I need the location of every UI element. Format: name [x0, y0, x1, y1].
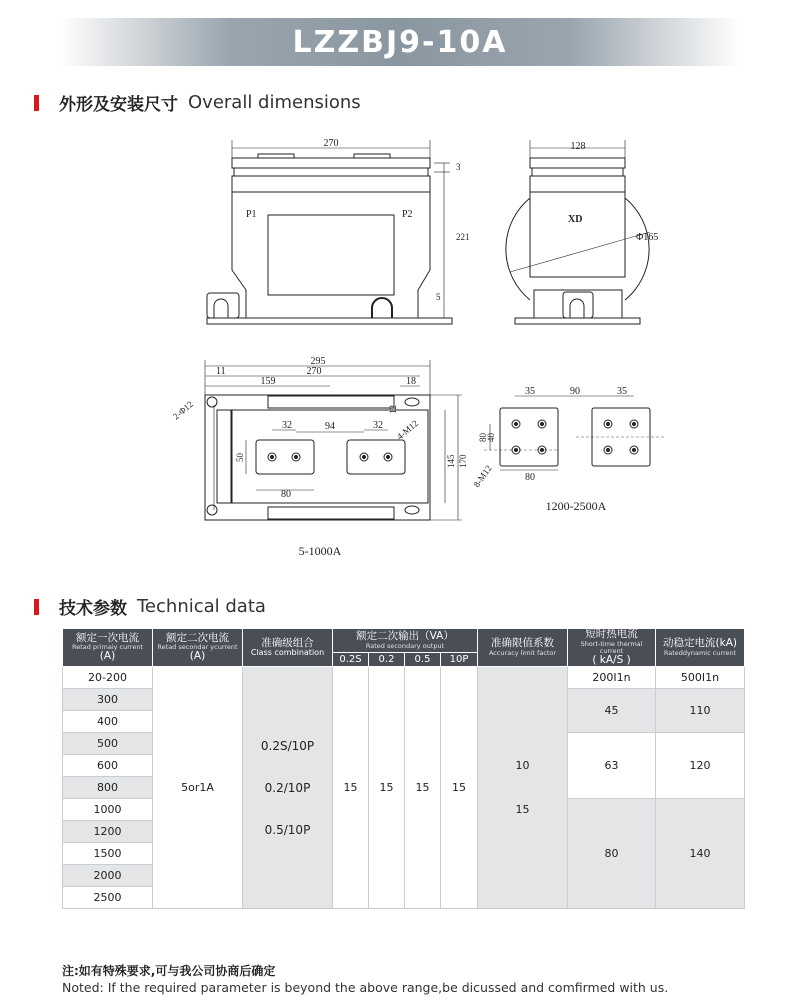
header-output-0-5: 0.5: [405, 652, 441, 666]
side-mark: XD: [568, 214, 583, 225]
terminal-view: [484, 396, 666, 470]
thermal-cell: 200I1n: [568, 667, 656, 689]
dim-top-170: 170: [458, 454, 468, 468]
accuracy-limit-cell: [478, 667, 568, 909]
dim-side-phi165: Φ165: [636, 232, 659, 243]
output-cell-10p: 15: [441, 667, 478, 909]
dim-top-50: 50: [235, 453, 245, 462]
section-marker: [34, 599, 39, 615]
dim-top-32a: 32: [282, 420, 292, 431]
primary-current-cell: 20-200: [63, 667, 153, 689]
primary-current-cell: 600: [63, 755, 153, 777]
dim-term-80a: 80: [478, 433, 488, 442]
top-view: [205, 360, 462, 520]
class-value: 0.5/10P: [264, 822, 311, 837]
primary-current-cell: 2500: [63, 887, 153, 909]
dim-term-35b: 35: [617, 386, 627, 397]
top-view-caption: 5-1000A: [298, 544, 342, 558]
dim-top-32b: 32: [373, 420, 383, 431]
thermal-cell: 45: [568, 689, 656, 733]
alf-value: 15: [515, 802, 530, 816]
dim-front-5: 5: [436, 292, 441, 302]
front-view: [207, 140, 452, 324]
primary-current-cell: 1500: [63, 843, 153, 865]
header-output-0-2: 0.2: [369, 652, 405, 666]
primary-current-cell: 1200: [63, 821, 153, 843]
dim-top-4m12: 4-M12: [394, 418, 421, 442]
primary-current-cell: 500: [63, 733, 153, 755]
alf-value: 10: [515, 758, 530, 772]
technical-heading-en: Technical data: [137, 596, 266, 617]
note-cn: 注:如有特殊要求,可与我公司协商后确定: [62, 964, 276, 978]
dim-top-80: 80: [281, 489, 291, 500]
header-dynamic-current: 动稳定电流(kA) Rateddynamic current: [656, 629, 745, 667]
dimensions-heading-en: Overall dimensions: [188, 92, 361, 113]
label-p1: P1: [246, 209, 257, 220]
primary-current-cell: 1000: [63, 799, 153, 821]
class-value: 0.2S/10P: [260, 738, 315, 753]
dim-front-221: 221: [456, 232, 470, 242]
dim-top-18: 18: [406, 376, 416, 387]
output-cell-0-2: 15: [369, 667, 405, 909]
primary-current-cell: 800: [63, 777, 153, 799]
primary-current-cell: 2000: [63, 865, 153, 887]
dim-top-145: 145: [446, 454, 456, 468]
primary-current-cell: 300: [63, 689, 153, 711]
dim-term-35a: 35: [525, 386, 535, 397]
dim-side-128: 128: [570, 141, 586, 152]
dim-top-295: 295: [310, 356, 326, 367]
header-output-0-2s: 0.2S: [333, 652, 369, 666]
header-accuracy-limit-factor: 准确限值系数 Accuracy limit factor: [478, 629, 568, 667]
dim-top-94: 94: [325, 421, 335, 432]
header-secondary-output: 额定二次输出（VA） Rated secondary output: [333, 629, 478, 653]
dim-top-159: 159: [260, 376, 276, 387]
secondary-current-cell: 5or1A: [153, 667, 243, 909]
dynamic-cell: 120: [656, 733, 745, 799]
page-title: LZZBJ9-10A: [292, 24, 508, 60]
label-p2: P2: [402, 209, 413, 220]
dim-top-270: 270: [306, 366, 322, 377]
dim-term-8m12: 8-M12: [471, 463, 494, 490]
header-thermal-current: 短时热电流 Short-time thermal current ( kA/S ): [568, 629, 656, 667]
class-combination-cell: [243, 667, 333, 909]
technical-data-table: [62, 628, 745, 909]
terminal-view-caption: 1200-2500A: [545, 499, 607, 513]
dim-top-12: 12: [388, 405, 398, 414]
thermal-cell: 80: [568, 799, 656, 909]
dynamic-cell: 110: [656, 689, 745, 733]
primary-current-cell: 400: [63, 711, 153, 733]
dynamic-cell: 500I1n: [656, 667, 745, 689]
technical-heading-cn: 技术参数: [59, 599, 127, 619]
dim-front-270: 270: [323, 138, 339, 149]
dimensions-heading-cn: 外形及安装尺寸: [59, 95, 178, 115]
dynamic-cell: 140: [656, 799, 745, 909]
thermal-cell: 63: [568, 733, 656, 799]
header-primary-current: 额定一次电流 Retad primaiy current (A): [63, 629, 153, 667]
header-secondary-current: 额定二次电流 Retad secondar ycurrent (A): [153, 629, 243, 667]
header-class-combination: 准确级组合 Class combination: [243, 629, 333, 667]
dim-top-11: 11: [216, 366, 226, 377]
output-cell-0-2s: 15: [333, 667, 369, 909]
dim-term-40: 40: [486, 433, 496, 442]
class-value: 0.2/10P: [264, 780, 311, 795]
dim-front-3: 3: [456, 162, 461, 172]
dim-term-90: 90: [570, 386, 580, 397]
side-view: [506, 140, 650, 324]
technical-heading: [34, 594, 266, 619]
note-en: Noted: If the required parameter is beyond the above range,be dicussed and comfirmed with us.: [62, 980, 669, 995]
dim-top-hole: 2-Φ12: [170, 399, 195, 422]
output-cell-0-5: 15: [405, 667, 441, 909]
header-output-10p: 10P: [441, 652, 478, 666]
dim-term-80b: 80: [525, 472, 535, 483]
